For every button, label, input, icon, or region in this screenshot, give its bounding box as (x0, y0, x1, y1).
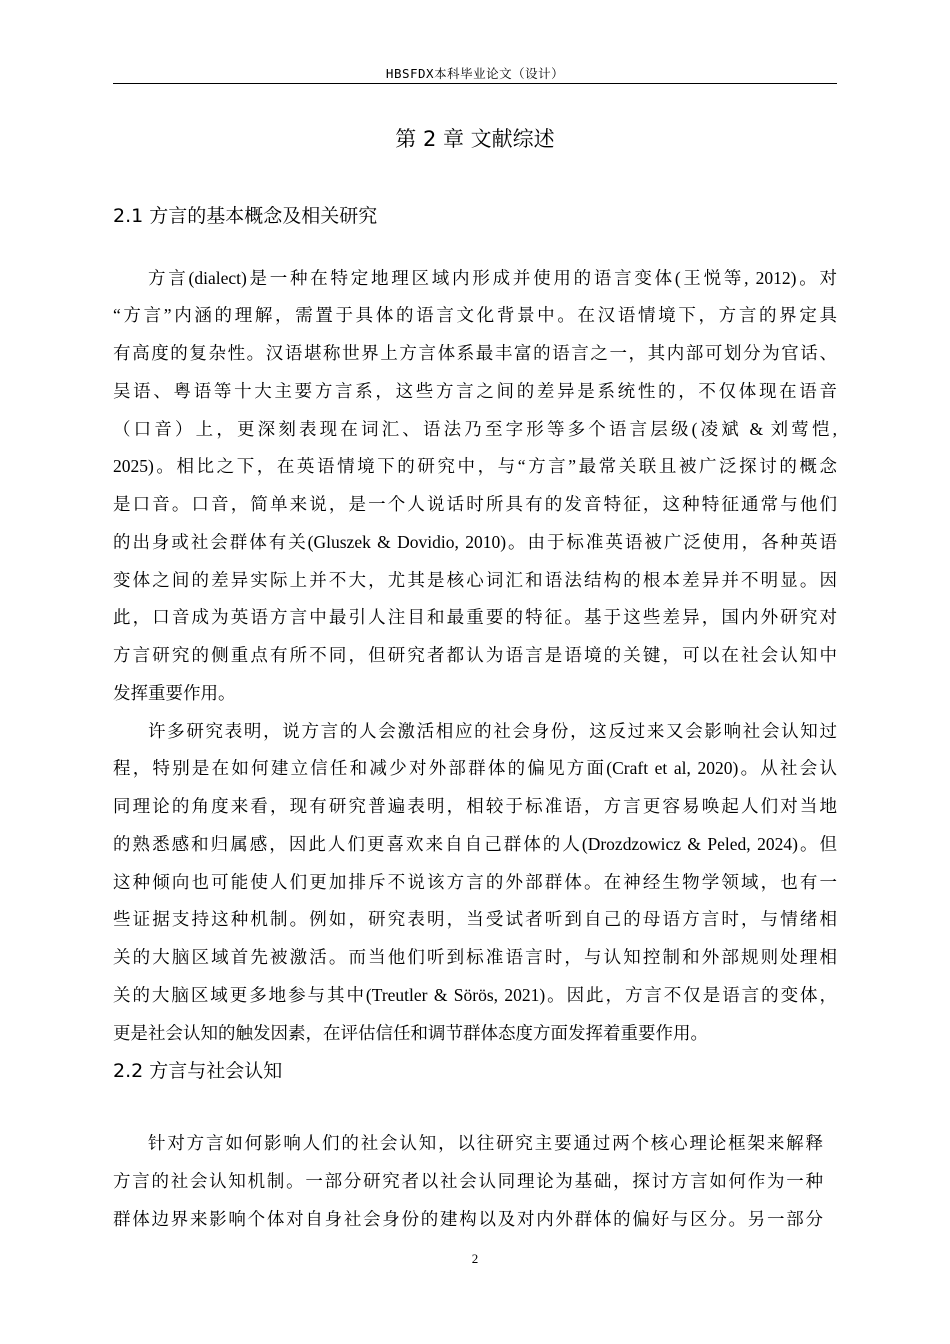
paragraph-line: 许多研究表明，说方言的人会激活相应的社会身份，这反过来又会影响社会认知过 (148, 721, 837, 741)
running-header: HBSFDX本科毕业论文（设计） (385, 66, 565, 81)
section-heading-2-1: 2.1 方言的基本概念及相关研究 (113, 205, 378, 227)
paragraph-line: 的出身或社会群体有关(Gluszek & Dovidio, 2010)。由于标准英语被广泛使用，各种英语 (113, 532, 837, 552)
paragraph-line: 此，口音成为英语方言中最引人注目和最重要的特征。基于这些差异，国内外研究对 (113, 607, 837, 627)
paragraph-line: 关的大脑区域更多地参与其中(Treutler & Sörös, 2021)。因此，方言不仅是语言的变体， (113, 985, 837, 1005)
paragraph-line: 群体边界来影响个体对自身社会身份的建构以及对内外群体的偏好与区分。另一部分 (113, 1209, 823, 1229)
paragraph-line: 2025)。相比之下，在英语情境下的研究中，与“方言”最常关联且被广泛探讨的概念 (113, 456, 837, 476)
paragraph-line: 关的大脑区域首先被激活。而当他们听到标准语言时，与认知控制和外部规则处理相 (113, 947, 837, 967)
paragraph-line: 方言研究的侧重点有所不同，但研究者都认为语言是语境的关键，可以在社会认知中 (113, 645, 837, 665)
section-heading-2-2: 2.2 方言与社会认知 (113, 1060, 283, 1082)
paragraph-line: 同理论的角度来看，现有研究普遍表明，相较于标准语，方言更容易唤起人们对当地 (113, 796, 837, 816)
paragraph-line: 变体之间的差异实际上并不大，尤其是核心词汇和语法结构的根本差异并不明显。因 (113, 570, 837, 590)
paragraph-line: 的熟悉感和归属感，因此人们更喜欢来自自己群体的人(Drozdzowicz & Peled, 2024)。但 (113, 834, 837, 854)
paragraph-line: （口音）上，更深刻表现在词汇、语法乃至字形等多个语言层级(凌斌 & 刘莺恺, (113, 419, 837, 439)
paragraph-line: “方言”内涵的理解，需置于具体的语言文化背景中。在汉语情境下，方言的界定具 (113, 305, 837, 325)
header-divider (113, 83, 837, 84)
paragraph-line: 更是社会认知的触发因素，在评估信任和调节群体态度方面发挥着重要作用。 (113, 1023, 708, 1043)
paragraph-line: 吴语、粤语等十大主要方言系，这些方言之间的差异是系统性的，不仅体现在语音 (113, 381, 837, 401)
paragraph-line: 方言(dialect)是一种在特定地理区域内形成并使用的语言变体(王悦等, 2012)。对 (148, 268, 837, 288)
paragraph-line: 是口音。口音，简单来说，是一个人说话时所具有的发音特征，这种特征通常与他们 (113, 494, 837, 514)
chapter-title: 第 2 章 文献综述 (395, 127, 555, 151)
page-number: 2 (471, 1251, 479, 1266)
paragraph-line: 针对方言如何影响人们的社会认知，以往研究主要通过两个核心理论框架来解释 (148, 1133, 823, 1153)
paragraph-line: 方言的社会认知机制。一部分研究者以社会认同理论为基础，探讨方言如何作为一种 (113, 1171, 823, 1191)
paragraph-line: 些证据支持这种机制。例如，研究表明，当受试者听到自己的母语方言时，与情绪相 (113, 909, 837, 929)
paragraph-line: 这种倾向也可能使人们更加排斥不说该方言的外部群体。在神经生物学领域，也有一 (113, 872, 837, 892)
paragraph-line: 发挥重要作用。 (113, 683, 236, 703)
paragraph-line: 程，特别是在如何建立信任和减少对外部群体的偏见方面(Craft et al, 2020)。从社会认 (113, 758, 837, 778)
paragraph-line: 有高度的复杂性。汉语堪称世界上方言体系最丰富的语言之一，其内部可划分为官话、 (113, 343, 837, 363)
